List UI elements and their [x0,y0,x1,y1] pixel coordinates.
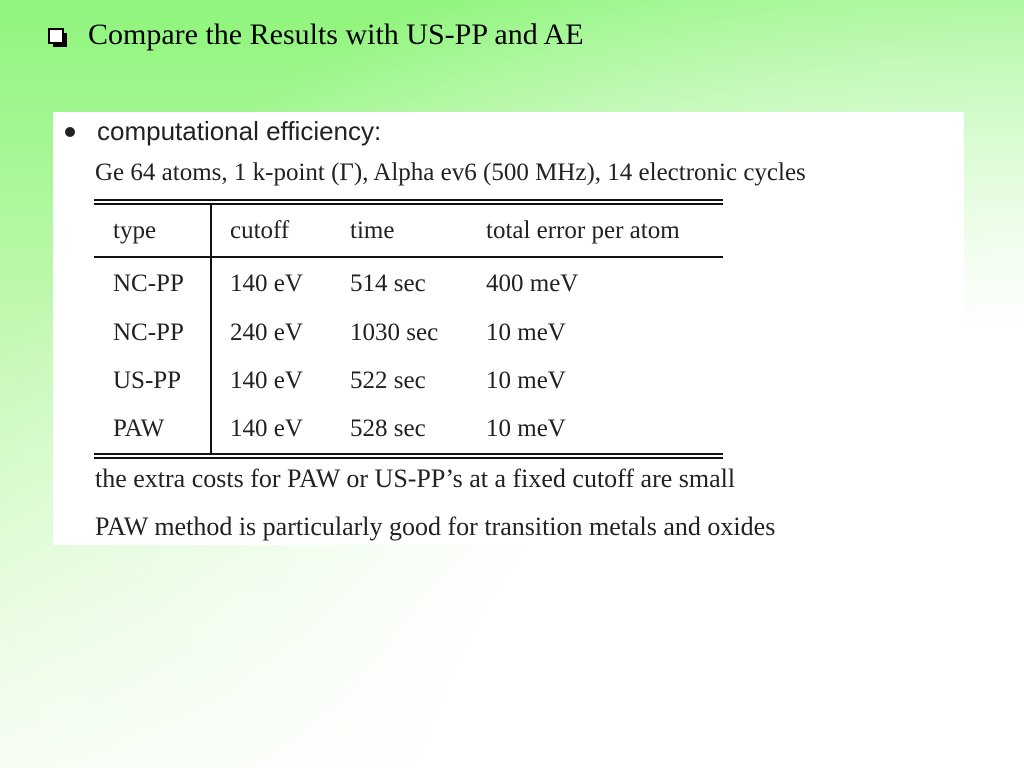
bullet-item [65,116,381,147]
bullet-text: computational efficiency: [97,116,382,146]
cell-time: 514 sec [350,269,426,297]
cell-error: 10 meV [486,319,566,346]
table-row [94,405,723,453]
table-row [94,258,723,309]
table-body [94,258,723,453]
header-cutoff: cutoff [230,216,290,244]
results-table [94,199,723,459]
checkbox-icon [48,28,64,44]
header-time: time [350,216,395,244]
table-row [94,357,723,405]
cell-cutoff: 140 eV [230,415,303,442]
slide-heading [48,18,584,52]
table-header-row [94,205,723,256]
cell-time: 528 sec [350,415,426,442]
cell-error: 10 meV [486,415,566,442]
cell-error: 400 meV [486,269,579,297]
cell-type: NC-PP [94,258,212,309]
efficiency-figure [53,112,964,545]
bullet-dot-icon [65,127,75,137]
cell-time: 522 sec [350,367,426,394]
slide-title: Compare the Results with US-PP and AE [88,18,584,51]
cell-type: PAW [94,405,212,453]
cell-error: 10 meV [486,367,566,394]
cell-cutoff: 240 eV [230,319,303,346]
benchmark-description: Ge 64 atoms, 1 k-point (Γ), Alpha ev6 (500 MHz), 14 electronic cycles [95,159,806,186]
table-row [94,309,723,357]
cell-type: NC-PP [94,309,212,357]
cell-time: 1030 sec [350,319,439,346]
note-extra-costs: the extra costs for PAW or US-PP’s at a fixed cutoff are small [95,464,736,493]
cell-cutoff: 140 eV [230,367,303,394]
note-paw-method: PAW method is particularly good for transition metals and oxides [95,512,776,541]
header-error: total error per atom [486,216,680,244]
cell-type: US-PP [94,357,212,405]
cell-cutoff: 140 eV [230,269,303,297]
table-bottom-rule [94,453,723,459]
header-type: type [94,205,212,256]
